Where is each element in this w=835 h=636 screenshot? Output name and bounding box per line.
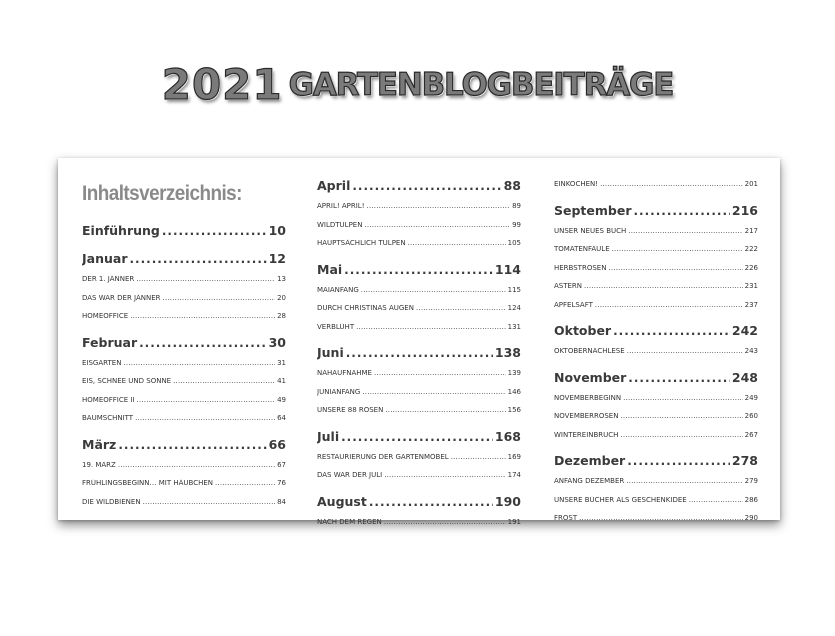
toc-page-number: 76 bbox=[277, 479, 286, 487]
toc-page-number: 20 bbox=[277, 293, 286, 302]
toc-entry-row bbox=[317, 369, 521, 385]
toc-leader-dots bbox=[136, 275, 275, 283]
toc-month-row bbox=[82, 437, 286, 459]
toc-month-label: September bbox=[554, 202, 632, 218]
toc-entry-row bbox=[317, 239, 521, 255]
toc-entry-label: UNSERE 88 ROSEN bbox=[317, 406, 384, 414]
toc-entry-row bbox=[82, 479, 286, 495]
toc-entry-label: RESTAURIERUNG DER GARTENMÖBEL bbox=[317, 452, 449, 461]
toc-heading: Inhaltsverzeichnis: bbox=[82, 182, 242, 205]
toc-leader-dots bbox=[627, 347, 743, 355]
toc-page-number: 278 bbox=[731, 453, 758, 468]
toc-leader-dots bbox=[139, 336, 266, 350]
toc-page-number: 10 bbox=[268, 223, 286, 238]
toc-entry-row bbox=[82, 377, 286, 393]
toc-entry-label: FRÜHLINGSBEGINN… MIT HÄUBCHEN bbox=[82, 479, 214, 487]
toc-entry-row bbox=[82, 275, 286, 291]
toc-page-number: 243 bbox=[744, 347, 758, 355]
toc-leader-dots bbox=[384, 471, 505, 479]
toc-page-number: 216 bbox=[731, 202, 758, 218]
toc-entry-label: EIS, SCHNEE UND SONNE bbox=[82, 377, 172, 385]
toc-entry-row bbox=[317, 406, 521, 422]
toc-month-label: April bbox=[317, 178, 351, 193]
toc-entry-label: DURCH CHRISTINAS AUGEN bbox=[317, 304, 414, 312]
toc-entry-label: ASTERN bbox=[554, 282, 583, 290]
toc-leader-dots bbox=[123, 359, 275, 367]
toc-page-number: 222 bbox=[744, 245, 758, 253]
toc-entry-row bbox=[554, 394, 758, 410]
toc-leader-dots bbox=[130, 312, 275, 320]
toc-page-number: 124 bbox=[507, 304, 521, 312]
toc-entry-row bbox=[317, 388, 521, 404]
toc-page-number: 105 bbox=[507, 239, 521, 247]
toc-entry-label: WINTEREINBRUCH bbox=[554, 430, 619, 439]
toc-page-number: 88 bbox=[503, 178, 521, 193]
toc-month-row bbox=[317, 429, 521, 451]
toc-leader-dots bbox=[612, 245, 743, 253]
toc-entry-label: NAHAUFNAHME bbox=[317, 369, 372, 377]
toc-leader-dots bbox=[584, 282, 743, 290]
toc-leader-dots bbox=[362, 388, 505, 396]
toc-month-label: Einführung bbox=[82, 223, 160, 238]
toc-entry-label: NACH DEM REGEN bbox=[317, 517, 382, 526]
toc-page-number: 84 bbox=[277, 497, 286, 506]
toc-leader-dots bbox=[385, 406, 505, 414]
toc-entry-row bbox=[554, 301, 758, 317]
toc-leader-dots bbox=[620, 412, 742, 420]
toc-sheet bbox=[58, 158, 780, 526]
toc-page-number: 190 bbox=[494, 493, 521, 509]
toc-page-number: 64 bbox=[277, 414, 286, 422]
toc-page-number: 286 bbox=[744, 495, 758, 504]
toc-leader-dots bbox=[129, 252, 266, 266]
toc-leader-dots bbox=[623, 394, 742, 402]
toc-leader-dots bbox=[341, 430, 493, 444]
toc-page-number: 267 bbox=[744, 430, 758, 439]
toc-month-label: Dezember bbox=[554, 453, 626, 468]
toc-leader-dots bbox=[173, 377, 275, 385]
toc-entry-row bbox=[82, 461, 286, 477]
toc-leader-dots bbox=[626, 477, 742, 485]
toc-leader-dots bbox=[344, 263, 493, 277]
toc-leader-dots bbox=[143, 498, 276, 506]
toc-entry-row bbox=[317, 304, 521, 320]
toc-entry-row bbox=[82, 396, 286, 412]
toc-leader-dots bbox=[620, 431, 742, 439]
toc-leader-dots bbox=[628, 371, 730, 385]
toc-leader-dots bbox=[137, 396, 276, 404]
toc-month-row bbox=[317, 262, 521, 284]
title-text: GARTENBLOGBEITRÄGE bbox=[288, 66, 674, 103]
toc-entry-label: NOVEMBERBEGINN bbox=[554, 393, 622, 402]
toc-entry-label: DAS WAR DER JULI bbox=[317, 471, 383, 479]
toc-entry-row bbox=[82, 414, 286, 430]
toc-entry-label: EISGARTEN bbox=[82, 358, 122, 367]
toc-leader-dots bbox=[369, 495, 493, 509]
toc-month-label: Februar bbox=[82, 334, 138, 350]
toc-page-number: 169 bbox=[507, 452, 521, 461]
toc-page-number: 115 bbox=[507, 285, 521, 294]
toc-page-number: 226 bbox=[744, 263, 758, 272]
toc-entry-label: OKTOBERNACHLESE bbox=[554, 347, 625, 355]
toc-entry-row bbox=[554, 431, 758, 447]
toc-page-number: 174 bbox=[507, 471, 521, 479]
toc-leader-dots bbox=[135, 414, 275, 422]
toc-entry-row bbox=[554, 245, 758, 261]
toc-page-number: 67 bbox=[277, 460, 286, 469]
toc-page-number: 191 bbox=[507, 517, 521, 526]
toc-page-number: 13 bbox=[277, 275, 286, 283]
toc-leader-dots bbox=[595, 301, 743, 309]
toc-page-number: 49 bbox=[277, 395, 286, 404]
toc-page-number: 237 bbox=[744, 300, 758, 309]
toc-entry-row bbox=[317, 471, 521, 487]
toc-leader-dots bbox=[215, 479, 275, 487]
toc-page-number: 201 bbox=[744, 180, 758, 188]
toc-entry-row bbox=[82, 359, 286, 375]
title-year: 2021 bbox=[161, 60, 283, 109]
toc-page-number: 99 bbox=[512, 220, 521, 229]
toc-entry-label: VERBLÜHT bbox=[317, 322, 355, 331]
toc-entry-row bbox=[554, 347, 758, 363]
toc-month-row bbox=[554, 203, 758, 225]
toc-page-number: 156 bbox=[507, 406, 521, 414]
toc-entry-label: FROST bbox=[554, 514, 578, 522]
toc-leader-dots bbox=[608, 264, 742, 272]
toc-month-row bbox=[554, 323, 758, 345]
toc-entry-label: HAUPTSÄCHLICH TULPEN bbox=[317, 239, 406, 247]
toc-leader-dots bbox=[408, 239, 506, 247]
toc-entry-label: HOMEOFFICE bbox=[82, 312, 129, 320]
toc-leader-dots bbox=[352, 179, 501, 193]
toc-page-number: 28 bbox=[277, 312, 286, 320]
toc-page-number: 168 bbox=[494, 428, 521, 444]
toc-entry-row bbox=[554, 496, 758, 512]
toc-month-label: August bbox=[317, 493, 367, 509]
toc-page-number: 231 bbox=[744, 282, 758, 290]
toc-month-row bbox=[317, 345, 521, 367]
toc-entry-label: UNSERE BÜCHER ALS GESCHENKIDEE bbox=[554, 495, 687, 504]
toc-page-number: 66 bbox=[268, 436, 286, 452]
toc-entry-label: DIE WILDBIENEN bbox=[82, 497, 141, 506]
toc-month-label: Mai bbox=[317, 261, 343, 277]
toc-page-number: 290 bbox=[744, 514, 758, 522]
toc-leader-dots bbox=[579, 514, 743, 522]
toc-leader-dots bbox=[384, 518, 506, 526]
toc-leader-dots bbox=[627, 454, 730, 468]
toc-month-row bbox=[554, 370, 758, 392]
toc-page-number: 89 bbox=[512, 202, 521, 210]
toc-page-number: 30 bbox=[268, 334, 286, 350]
toc-page-number: 138 bbox=[494, 345, 521, 360]
toc-leader-dots bbox=[689, 496, 743, 504]
toc-month-label: März bbox=[82, 436, 117, 452]
toc-entry-row bbox=[554, 514, 758, 530]
toc-entry-row bbox=[554, 180, 758, 196]
toc-page-number: 41 bbox=[277, 377, 286, 385]
toc-page-number: 146 bbox=[507, 387, 521, 396]
toc-entry-label: 19. MÄRZ bbox=[82, 460, 116, 469]
toc-month-label: Juli bbox=[317, 428, 340, 444]
toc-month-label: Oktober bbox=[554, 323, 612, 338]
toc-leader-dots bbox=[600, 180, 743, 188]
toc-entry-row bbox=[554, 227, 758, 243]
toc-leader-dots bbox=[367, 202, 511, 210]
toc-leader-dots bbox=[346, 346, 493, 360]
toc-page-number: 217 bbox=[744, 226, 758, 235]
toc-entry-label: NOVEMBERROSEN bbox=[554, 412, 619, 420]
toc-entry-row bbox=[554, 282, 758, 298]
toc-leader-dots bbox=[118, 461, 275, 469]
toc-entry-label: MAIANFANG bbox=[317, 285, 359, 294]
toc-page-number: 242 bbox=[731, 323, 758, 338]
toc-entry-label: TOMATENFÄULE bbox=[554, 245, 610, 253]
toc-entry-label: DAS WAR DER JÄNNER bbox=[82, 293, 161, 302]
toc-entry-label: EINKOCHEN! bbox=[554, 180, 599, 188]
toc-leader-dots bbox=[361, 286, 506, 294]
toc-leader-dots bbox=[163, 294, 276, 302]
toc-month-label: November bbox=[554, 369, 627, 385]
toc-month-label: Juni bbox=[317, 345, 344, 360]
page-title bbox=[0, 60, 835, 109]
toc-entry-row bbox=[82, 312, 286, 328]
toc-entry-row bbox=[317, 518, 521, 534]
toc-entry-row bbox=[317, 286, 521, 302]
toc-page-number: 260 bbox=[744, 412, 758, 420]
toc-entry-row bbox=[317, 202, 521, 218]
toc-entry-row bbox=[554, 264, 758, 280]
toc-entry-row bbox=[317, 221, 521, 237]
toc-page-number: 279 bbox=[744, 477, 758, 485]
toc-month-row bbox=[82, 251, 286, 273]
toc-entry-label: HERBSTROSEN bbox=[554, 263, 607, 272]
toc-month-row bbox=[317, 494, 521, 516]
toc-leader-dots bbox=[451, 453, 506, 461]
toc-entry-label: ANFANG DEZEMBER bbox=[554, 477, 625, 485]
toc-leader-dots bbox=[628, 227, 742, 235]
toc-month-row bbox=[82, 223, 286, 245]
toc-leader-dots bbox=[364, 221, 510, 229]
toc-leader-dots bbox=[613, 324, 730, 338]
toc-entry-label: UNSER NEUES BUCH bbox=[554, 226, 627, 235]
toc-entry-label: JUNIANFANG bbox=[317, 387, 361, 396]
toc-month-row bbox=[317, 178, 521, 200]
toc-page-number: 139 bbox=[507, 369, 521, 377]
toc-page-number: 131 bbox=[507, 322, 521, 331]
toc-entry-label: HOMEOFFICE II bbox=[82, 395, 135, 404]
toc-page-number: 249 bbox=[744, 393, 758, 402]
toc-month-row bbox=[82, 335, 286, 357]
toc-month-row bbox=[554, 453, 758, 475]
toc-page-number: 31 bbox=[277, 358, 286, 367]
toc-page-number: 114 bbox=[494, 261, 521, 277]
toc-entry-label: APRIL! APRIL! bbox=[317, 202, 365, 210]
toc-entry-row bbox=[554, 477, 758, 493]
toc-leader-dots bbox=[356, 323, 506, 331]
toc-leader-dots bbox=[374, 369, 506, 377]
toc-leader-dots bbox=[118, 438, 266, 452]
toc-entry-label: BAUMSCHNITT bbox=[82, 414, 134, 422]
toc-leader-dots bbox=[416, 304, 506, 312]
toc-month-label: Januar bbox=[82, 251, 128, 266]
toc-entry-row bbox=[317, 323, 521, 339]
toc-entry-row bbox=[82, 498, 286, 514]
toc-leader-dots bbox=[634, 204, 730, 218]
toc-entry-row bbox=[317, 453, 521, 469]
toc-entry-row bbox=[82, 294, 286, 310]
toc-entry-label: DER 1. JÄNNER bbox=[82, 275, 135, 283]
toc-entry-row bbox=[554, 412, 758, 428]
toc-page-number: 12 bbox=[268, 251, 286, 266]
toc-entry-label: APFELSAFT bbox=[554, 300, 593, 309]
toc-leader-dots bbox=[162, 224, 267, 238]
toc-entry-label: WILDTULPEN bbox=[317, 220, 363, 229]
toc-page-number: 248 bbox=[731, 369, 758, 385]
